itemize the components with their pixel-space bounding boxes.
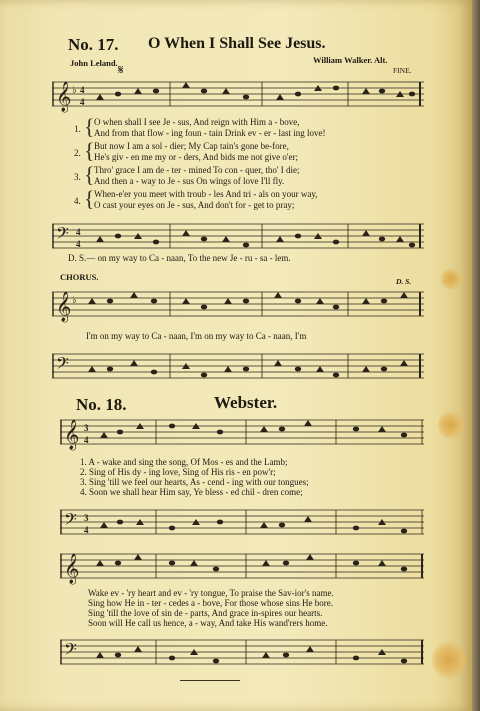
svg-text:4: 4 xyxy=(84,435,89,445)
svg-text:3: 3 xyxy=(84,423,89,433)
page-edge xyxy=(472,0,480,711)
chorus-label: CHORUS. xyxy=(60,272,99,282)
svg-text:♭: ♭ xyxy=(72,85,77,96)
lyric-line: 1. A - wake and sing the song, Of Mos - es and the Lamb; xyxy=(80,457,288,467)
hymn18-title: Webster. xyxy=(214,393,278,412)
chorus-treble-staff xyxy=(52,284,426,326)
hymn18-bass-staff-a xyxy=(60,504,426,540)
chorus-bass-staff xyxy=(52,348,426,384)
hymn18-treble-staff-b xyxy=(60,546,426,588)
lyric-line: 3. Sing 'till we feel our hearts, As - cend - ing with our tongues; xyxy=(80,477,309,487)
segno-mark: 𝄋 xyxy=(118,62,124,77)
lyric-line: Sing 'till the love of sin de - parts, And grace in-spires our hearts. xyxy=(88,608,323,618)
verse-number: 3. xyxy=(74,172,81,182)
lyric-line: O cast your eyes on Je - sus, And don't for - get to pray; xyxy=(94,200,295,210)
lyric-line: But now I am a sol - dier; My Cap tain's gone be-fore, xyxy=(94,141,289,151)
lyric-line: Thro' grace I am de - ter - mined To con - quer, tho' I die; xyxy=(94,165,300,175)
svg-text:4: 4 xyxy=(80,97,85,107)
svg-text:𝄞: 𝄞 xyxy=(64,420,80,449)
ds-lyric-line: D. S.— on my way to Ca - naan, To the new Je - ru - sa - lem. xyxy=(68,253,291,263)
lyric-line: He's giv - en me my or - ders, And bids me not give o'er; xyxy=(94,152,298,162)
svg-text:𝄢: 𝄢 xyxy=(56,355,69,377)
verse-number: 4. xyxy=(74,196,81,206)
lyric-line: And from that flow - ing foun - tain Drink ev - er - last ing love! xyxy=(94,128,326,138)
chorus-lyric-line: I'm on my way to Ca - naan, I'm on my way to Ca - naan, I'm xyxy=(86,331,307,341)
lyric-line: O when shall I see Je - sus, And reign with Him a - bove, xyxy=(94,117,300,127)
hymn17-bass-staff xyxy=(52,218,426,254)
svg-text:4: 4 xyxy=(84,525,89,535)
lyric-line: 4. Soon we shall hear Him say, Ye bless - ed chil - dren come; xyxy=(80,487,303,497)
svg-text:𝄢: 𝄢 xyxy=(64,511,77,533)
svg-text:3: 3 xyxy=(84,513,89,523)
fine-mark: FINE. xyxy=(393,66,412,75)
svg-text:4: 4 xyxy=(76,227,81,237)
verse-brace: { { { { xyxy=(84,114,95,211)
hymn18-number: No. 18. xyxy=(76,395,127,414)
age-stain xyxy=(438,410,464,440)
lyric-line: When-e'er you meet with troub - les And tri - als on your way, xyxy=(94,189,318,199)
hymn17-author: John Leland. xyxy=(70,58,118,68)
svg-text:4: 4 xyxy=(80,85,85,95)
hymn17-arranger: William Walker. Alt. xyxy=(313,55,388,65)
svg-text:4: 4 xyxy=(76,239,81,249)
hymn17-number: No. 17. xyxy=(68,35,119,54)
hymn18-bass-staff-b xyxy=(60,634,426,670)
end-rule xyxy=(180,680,240,681)
lyric-line: And then a - way to Je - sus On wings of love I'll fly. xyxy=(94,176,285,186)
hymn17-treble-staff xyxy=(52,74,426,116)
lyric-line: 2. Sing of His dy - ing love, Sing of His ris - en pow'r; xyxy=(80,467,276,477)
svg-text:♭: ♭ xyxy=(72,295,77,306)
verse-number: 2. xyxy=(74,148,81,158)
ds-mark: D. S. xyxy=(396,277,412,286)
age-stain xyxy=(432,640,466,680)
svg-text:𝄢: 𝄢 xyxy=(56,225,69,247)
svg-text:𝄢: 𝄢 xyxy=(64,641,77,663)
verse-number: 1. xyxy=(74,124,81,134)
age-stain xyxy=(440,268,462,290)
svg-text:𝄞: 𝄞 xyxy=(64,554,80,583)
lyric-line: Soon will He call us hence, a - way, And take His wand'rers home. xyxy=(88,618,328,628)
hymn17-title: O When I Shall See Jesus. xyxy=(148,35,326,52)
lyric-line: Sing how He in - ter - cedes a - bove, For those whose sins He bore. xyxy=(88,598,333,608)
hymn18-treble-staff-a xyxy=(60,412,426,454)
lyric-line: Wake ev - 'ry heart and ev - 'ry tongue, To praise the Sav-ior's name. xyxy=(88,588,334,598)
svg-text:𝄞: 𝄞 xyxy=(56,292,72,321)
svg-text:𝄞: 𝄞 xyxy=(56,82,72,111)
